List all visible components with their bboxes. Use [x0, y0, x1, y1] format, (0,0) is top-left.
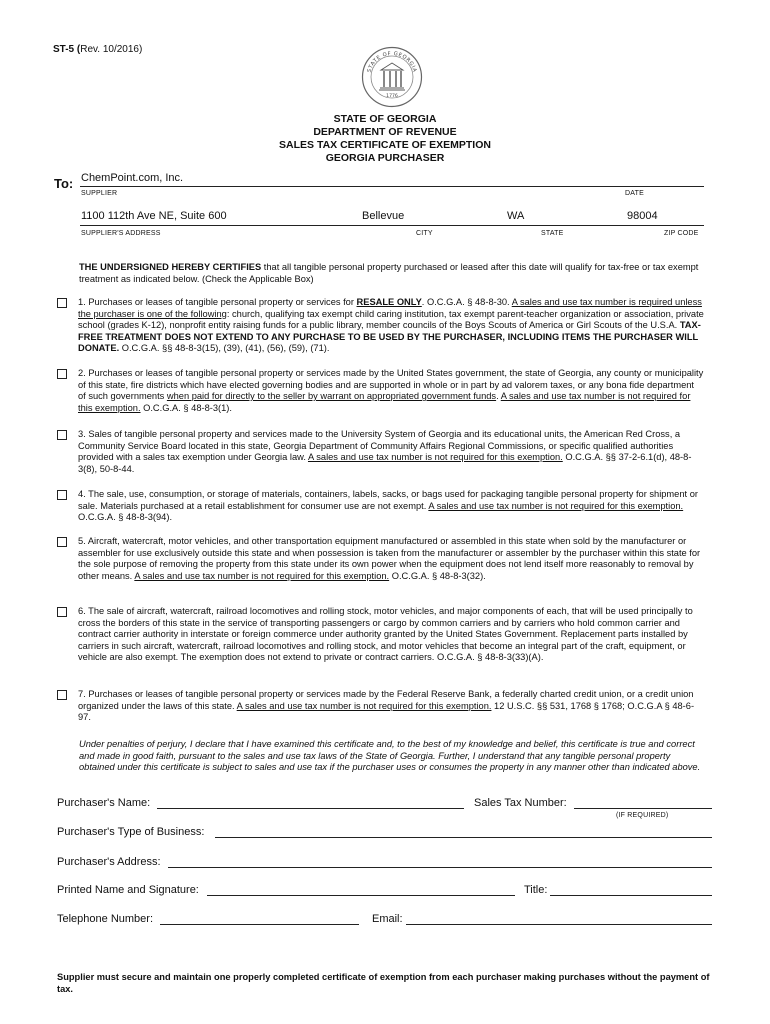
seal-year: 1776: [386, 94, 398, 99]
title-field[interactable]: [550, 895, 712, 896]
form-revision: Rev. 10/2016): [80, 44, 143, 55]
supplier-state-value[interactable]: WA: [507, 210, 525, 222]
checkbox-packaging[interactable]: [57, 490, 67, 500]
header-state: STATE OF GEORGIA: [333, 113, 437, 125]
supplier-address-value[interactable]: 1100 112th Ave NE, Suite 600: [81, 210, 227, 222]
header-certificate-title: SALES TAX CERTIFICATE OF EXEMPTION: [279, 139, 491, 151]
state-caption: STATE: [541, 230, 564, 237]
perjury-statement: Under penalties of perjury, I declare that I have examined this certificate and, to the best of my knowledge and belief, this certificate is true and correct and made in good faith, pursuant to the sales and use tax laws of the State of Georgia. Further, I understand that any tangible personal property obtained under this certificate is subject to sales and use tax if the purchaser uses or consumes the property in any manner other than indicated above.: [79, 739, 701, 773]
to-label: To:: [54, 176, 74, 191]
business-type-label: Purchaser's Type of Business:: [57, 826, 205, 838]
supplier-retention-notice: Supplier must secure and maintain one properly completed certificate of exemption from each purchaser making purchases without the payment of tax.: [57, 972, 710, 994]
checkbox-common-carriers[interactable]: [57, 607, 67, 617]
checkbox-government[interactable]: [57, 369, 67, 379]
business-type-field[interactable]: [215, 837, 712, 838]
exemption-item-1: 1. Purchases or leases of tangible personal property or services for RESALE ONLY. O.C.G.A. § 48-8-30. A sales and use tax number is required unless the purchaser is one of the following: church, qualifying tax exempt child caring institution, tax exempt parent-teacher organization or association, private school (grades K-12), nonprofit entity raising funds for a public library, member councils of the Boys Scouts of America or Girl Scouts of the U.S.A. TAX-FREE TREATMENT DOES NOT EXTEND TO ANY PURCHASE TO BE USED BY THE PURCHASER, INCLUDING ITEMS THE PURCHASER WILL DONATE. O.C.G.A. §§ 48-8-3(15), (39), (41), (56), (59), (71).: [78, 297, 704, 354]
purchaser-name-field[interactable]: [157, 808, 464, 809]
form-id: [53, 44, 142, 55]
exemption-item-6: 6. The sale of aircraft, watercraft, railroad locomotives and rolling stock, motor vehicles, and major components of each, that will be used principally to cross the borders of this state in the service of transporting passengers or cargo by common carriers and by carriers who hold common carrier and contract carrier authority in interstate or foreign commerce under authority granted by the United States Government. Replacement parts installed by carriers in such aircraft, watercraft, railroad locomotives and rolling stock, and motor vehicles that become an integral part of the craft, equipment, or vehicle are also exempt. The exemption does not extend to private or contract carriers. O.C.G.A. § 48-8-3(33)(A).: [78, 606, 693, 663]
purchaser-address-field[interactable]: [168, 867, 712, 868]
email-field[interactable]: [406, 924, 712, 925]
intro-certification: [79, 262, 707, 285]
header-department: DEPARTMENT OF REVENUE: [313, 126, 457, 138]
purchaser-name-label: Purchaser's Name:: [57, 797, 151, 809]
supplier-zip-value[interactable]: 98004: [627, 210, 658, 222]
sales-tax-number-field[interactable]: [574, 808, 712, 809]
georgia-seal-icon: [361, 46, 423, 108]
supplier-city-value[interactable]: Bellevue: [362, 210, 405, 222]
header-purchaser: GEORGIA PURCHASER: [325, 152, 445, 164]
rev-open-paren: (: [76, 44, 81, 55]
exemption-item-3: 3. Sales of tangible personal property and services made to the University System of Georgia and its educational units, the American Red Cross, a Community Service Board located in this state, Georgia Department of Community Affairs Regional Commissions, or specific qualified authorities provided with a sales tax exemption under Georgia law. A sales and use tax number is not required for this exemption. O.C.G.A. §§ 37-2-6.1(d), 48-8-3(8), 50-8-44.: [78, 429, 692, 474]
address-line: [80, 225, 704, 226]
form-code: ST-5: [53, 44, 75, 55]
intro-rest: that all tangible personal property purchased or leased after this date will qualify for tax-free or tax exempt treatment as indicated below. (Check the Applicable Box): [79, 262, 699, 284]
checkbox-transportation-equipment[interactable]: [57, 537, 67, 547]
address-caption: SUPPLIER'S ADDRESS: [81, 230, 161, 237]
zip-caption: ZIP CODE: [664, 230, 699, 237]
exemption-item-7: 7. Purchases or leases of tangible personal property or services made by the Federal Reserve Bank, a federally charted credit union, or a credit union organized under the laws of this state. A sales and use tax number is not required for this exemption. 12 U.S.C. §§ 531, 1768 § 1768; O.C.G.A § 48-6-97.: [78, 689, 695, 723]
checkbox-resale[interactable]: [57, 298, 67, 308]
date-caption: DATE: [625, 190, 644, 197]
supplier-caption: SUPPLIER: [81, 190, 118, 197]
seal-top-text: STATE OF GEORGIA: [366, 50, 418, 74]
exemption-item-2: 2. Purchases or leases of tangible personal property or services made by the United States government, the state of Georgia, any county or municipality of this state, fire districts which have elected governing bodies and are supported in whole or in part by ad valorem taxes, or any bona fide department of such governments when paid for directly to the seller by warrant on appropriated government funds. A sales and use tax number is not required for this exemption. O.C.G.A. § 48-8-3(1).: [78, 368, 704, 413]
title-label: Title:: [524, 884, 548, 896]
if-required-caption: (IF REQUIRED): [616, 812, 669, 819]
exemption-item-5: 5. Aircraft, watercraft, motor vehicles, and other transportation equipment manufactured or assembled in this state when sold by the manufacturer or assembler for use exclusively outside this state and when possession is taken from the manufacturer or assembler by the purchaser within this state for the sole purpose of removing the property from this state under its own power when the equipment does not lend itself more reasonably to removal by other means. A sales and use tax number is not required for this exemption. O.C.G.A. § 48-8-3(32).: [78, 536, 701, 581]
printed-name-label: Printed Name and Signature:: [57, 884, 199, 896]
city-caption: CITY: [416, 230, 433, 237]
telephone-label: Telephone Number:: [57, 913, 154, 925]
intro-bold: THE UNDERSIGNED HEREBY CERTIFIES: [79, 262, 262, 272]
telephone-field[interactable]: [160, 924, 359, 925]
checkbox-university[interactable]: [57, 430, 67, 440]
printed-name-signature-field[interactable]: [207, 895, 515, 896]
checkbox-federal-reserve[interactable]: [57, 690, 67, 700]
exemption-item-4: 4. The sale, use, consumption, or storage of materials, containers, labels, sacks, or bags used for packaging tangible personal property for shipment or sale. Materials purchased at a retail establishment for consumer use are not exempt. A sales and use tax number is not required for this exemption. O.C.G.A. § 48-8-3(94).: [78, 489, 698, 523]
email-label: Email:: [372, 913, 403, 925]
supplier-name-value[interactable]: ChemPoint.com, Inc.: [81, 172, 184, 184]
sales-tax-number-label: Sales Tax Number:: [474, 797, 567, 809]
purchaser-address-label: Purchaser's Address:: [57, 856, 161, 868]
supplier-line: [80, 186, 704, 187]
